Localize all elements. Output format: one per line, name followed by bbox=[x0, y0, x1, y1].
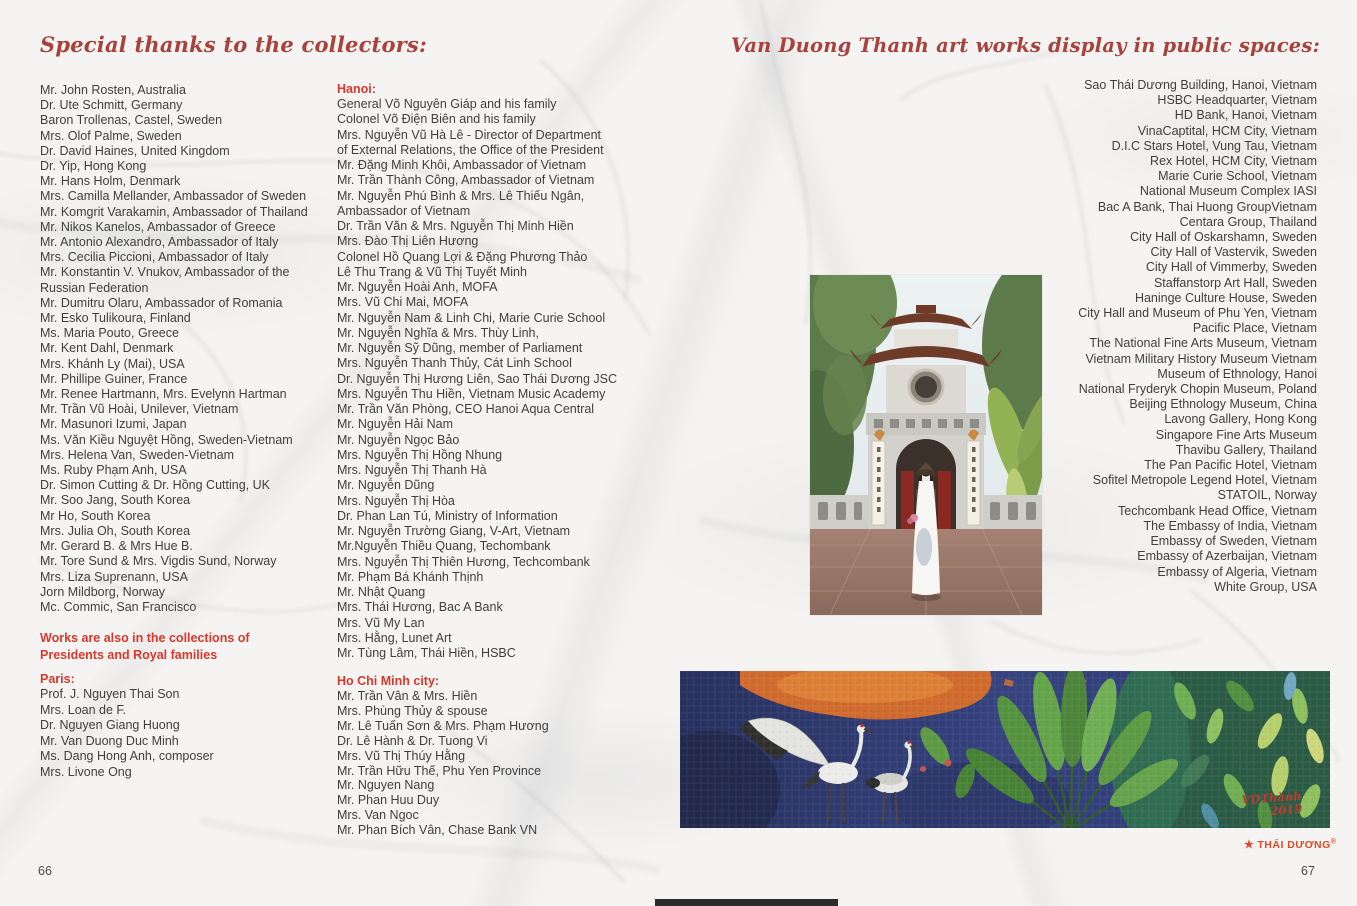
list-item: Mr. Phạm Bá Khánh Thịnh bbox=[337, 569, 484, 584]
list-item: Mr. John Rosten, Australia bbox=[40, 83, 186, 97]
list-item: White Group, USA bbox=[1214, 579, 1317, 594]
list-item: Mrs. Cecilia Piccioni, Ambassador of Italy bbox=[40, 250, 269, 265]
list-item: Mr. Esko Tulikoura, Finland bbox=[40, 311, 191, 326]
list-item: Mrs. Nguyễn Thu Hiền, Vietnam Music Academy bbox=[337, 386, 606, 401]
list-item: Mr. Nhật Quang bbox=[337, 585, 426, 599]
list-item: Bac A Bank, Thai Huong GroupVietnam bbox=[1097, 199, 1317, 214]
list-item: Embassy of Azerbaijan, Vietnam bbox=[1137, 549, 1317, 564]
list-item: Prof. J. Nguyen Thai Son bbox=[40, 687, 180, 701]
list-item: Techcombank Head Office, Vietnam bbox=[1118, 503, 1317, 518]
public-spaces-title: Van Duong Thanh art works display in public spaces: bbox=[730, 34, 1320, 57]
list-item: Thavibu Gallery, Thailand bbox=[1175, 442, 1317, 457]
list-item: Dr. Lê Hành & Dr. Tuong Vi bbox=[337, 733, 488, 748]
bottom-bar bbox=[655, 899, 838, 906]
list-item: Mr. Dumitru Olaru, Ambassador of Romania bbox=[40, 295, 283, 310]
collectors-column bbox=[40, 83, 340, 615]
list-item: STATOIL, Norway bbox=[1217, 488, 1317, 503]
list-item: Mr. Nguyễn Dũng bbox=[337, 478, 435, 493]
list-item: Mrs. Julia Oh, South Korea bbox=[40, 523, 191, 538]
list-item: Dr. Nguyen Giang Huong bbox=[40, 718, 180, 732]
list-item: Mr. Van Duong Duc Minh bbox=[40, 733, 179, 748]
list-item: Dr. Trần Văn & Mrs. Nguyễn Thị Minh Hiền bbox=[337, 219, 574, 233]
list-item: Colonel Hồ Quang Lợi & Đặng Phương Thảo bbox=[337, 249, 588, 264]
list-item: Dr. Phan Lan Tú, Ministry of Information bbox=[337, 508, 558, 523]
list-item: Vietnam Military History Museum Vietnam bbox=[1085, 351, 1317, 366]
list-item: Mrs. Nguyễn Vũ Hà Lê - Director of Department bbox=[337, 127, 601, 142]
list-item: Singapore Fine Arts Museum bbox=[1155, 427, 1317, 442]
list-item: Sofitel Metropole Legend Hotel, Vietnam bbox=[1092, 473, 1317, 488]
list-item: The Pan Pacific Hotel, Vietnam bbox=[1144, 458, 1317, 473]
list-item: Centara Group, Thailand bbox=[1179, 214, 1317, 229]
list-item: Mr. Phan Huu Duy bbox=[337, 793, 440, 808]
artist-signature: VDThành 2019 bbox=[1241, 788, 1303, 818]
list-item: Embassy of Sweden, Vietnam bbox=[1150, 534, 1317, 549]
list-item: Mr. Kent Dahl, Denmark bbox=[40, 341, 174, 356]
collectors-title: Special thanks to the collectors: bbox=[40, 32, 427, 57]
list-item: Mrs. Phùng Thủy & spouse bbox=[337, 703, 488, 718]
list-item: General Võ Nguyên Giáp and his family bbox=[337, 97, 557, 111]
list-item: Marie Curie School, Vietnam bbox=[1158, 169, 1317, 184]
list-item: National Fryderyk Chopin Museum, Poland bbox=[1078, 382, 1317, 397]
list-item: Mr. Phan Bích Vân, Chase Bank VN bbox=[337, 823, 538, 838]
list-item: Mr. Nguyễn Sỹ Dũng, member of Parliament bbox=[337, 341, 583, 355]
list-item: Mr. Trần Thành Công, Ambassador of Vietnam bbox=[337, 173, 595, 188]
list-item: Mr.Nguyễn Thiều Quang, Techombank bbox=[337, 539, 551, 554]
list-item: Mr. Nguyễn Ngọc Bảo bbox=[337, 432, 460, 447]
list-item: Mr. Trần Văn Phòng, CEO Hanoi Aqua Central bbox=[337, 402, 595, 416]
list-item: Mrs. Nguyễn Thị Hòa bbox=[337, 493, 455, 508]
royal-collections-note bbox=[40, 630, 330, 663]
mosaic-cranes-artwork bbox=[680, 671, 1330, 828]
brand-text: THÁI DƯƠNG bbox=[1257, 839, 1331, 851]
list-item: Ms. Dang Hong Anh, composer bbox=[40, 749, 214, 763]
list-item: Lê Thu Trang & Vũ Thị Tuyết Minh bbox=[337, 264, 527, 279]
list-item: Mrs. Nguyễn Thị Thiên Hương, Techcombank bbox=[337, 554, 590, 569]
list-item: The National Fine Arts Museum, Vietnam bbox=[1089, 336, 1317, 351]
list-item: Mrs. Helena Van, Sweden-Vietnam bbox=[40, 447, 235, 462]
list-item: Mr. Nguyễn Nam & Linh Chi, Marie Curie School bbox=[337, 310, 606, 325]
list-item: Dr. Simon Cutting & Dr. Hồng Cutting, UK bbox=[40, 478, 270, 493]
list-item: of External Relations, the Office of the President bbox=[337, 142, 604, 157]
list-item: The Embassy of India, Vietnam bbox=[1143, 518, 1317, 533]
list-item: Mr. Konstantin V. Vnukov, Ambassador of the bbox=[40, 265, 290, 280]
list-item: Mrs. Olof Palme, Sweden bbox=[40, 128, 182, 143]
hanoi-column bbox=[337, 97, 627, 661]
list-item: Mrs. Vũ My Lan bbox=[337, 615, 425, 630]
list-item: Mr. Trần Vũ Hoài, Unilever, Vietnam bbox=[40, 402, 239, 417]
page-number-right: 67 bbox=[1301, 864, 1315, 878]
list-item: Museum of Ethnology, Hanoi bbox=[1157, 366, 1317, 381]
page-number-left: 66 bbox=[38, 864, 52, 878]
list-item: Mr. Komgrit Varakamin, Ambassador of Thailand bbox=[40, 204, 308, 219]
list-item: Mr. Nguyễn Hoài Anh, MOFA bbox=[337, 280, 498, 294]
list-item: City Hall of Oskarshamn, Sweden bbox=[1130, 230, 1317, 245]
list-item: Mr. Tore Sund & Mrs. Vigdis Sund, Norway bbox=[40, 554, 277, 569]
list-item: HD Bank, Hanoi, Vietnam bbox=[1174, 108, 1317, 123]
list-item: Mrs. Livone Ong bbox=[40, 764, 132, 779]
list-item: Mrs. Nguyễn Thị Hồng Nhung bbox=[337, 447, 503, 462]
list-item: Mr. Nguyễn Hải Nam bbox=[337, 417, 454, 432]
list-item: Mrs. Camilla Mellander, Ambassador of Sweden bbox=[40, 189, 307, 204]
list-item: Mrs. Khánh Ly (Mai), USA bbox=[40, 356, 185, 371]
temple-gate-photo bbox=[810, 275, 1042, 615]
list-item: Mr. Nikos Kanelos, Ambassador of Greece bbox=[40, 219, 276, 234]
list-item: Embassy of Algeria, Vietnam bbox=[1157, 564, 1317, 579]
list-item: Mr. Antonio Alexandro, Ambassador of Italy bbox=[40, 235, 279, 250]
list-item: Dr. Yip, Hong Kong bbox=[40, 159, 147, 174]
list-item: Mr. Gerard B. & Mrs Hue B. bbox=[40, 539, 193, 554]
hanoi-heading: Hanoi: bbox=[337, 82, 376, 96]
list-item: Mr. Nguyen Nang bbox=[337, 778, 435, 793]
list-item: Mr. Tùng Lâm, Thái Hiền, HSBC bbox=[337, 646, 516, 660]
list-item: Mrs. Van Ngoc bbox=[337, 808, 419, 823]
thai-duong-logo bbox=[1244, 838, 1336, 851]
list-item: Ms. Maria Pouto, Greece bbox=[40, 326, 179, 341]
list-item: Dr. Nguyễn Thị Hương Liên, Sao Thái Dương JSC bbox=[337, 371, 618, 386]
list-item: Mrs. Loan de F. bbox=[40, 702, 127, 717]
list-item: Staffanstorp Art Hall, Sweden bbox=[1153, 275, 1317, 290]
list-item: Russian Federation bbox=[40, 280, 149, 295]
list-item: Mr. Đặng Minh Khôi, Ambassador of Vietnam bbox=[337, 158, 587, 172]
list-item: Dr. Ute Schmitt, Germany bbox=[40, 98, 183, 113]
list-item: Ambassador of Vietnam bbox=[337, 203, 471, 218]
list-item: City Hall of Vastervik, Sweden bbox=[1150, 245, 1317, 260]
list-item: City Hall and Museum of Phu Yen, Vietnam bbox=[1078, 306, 1317, 321]
paris-list bbox=[40, 687, 214, 780]
list-item: Mr. Phillipe Guiner, France bbox=[40, 371, 188, 386]
list-item: Dr. David Haines, United Kingdom bbox=[40, 143, 230, 158]
list-item: Mr. Lê Tuấn Sơn & Mrs. Phạm Hương bbox=[337, 718, 549, 733]
list-item: Beijing Ethnology Museum, China bbox=[1129, 397, 1317, 412]
hanoi-list bbox=[337, 97, 627, 661]
hcm-list bbox=[337, 689, 549, 838]
list-item: Mr. Hans Holm, Denmark bbox=[40, 174, 181, 189]
list-item: HSBC Headquarter, Vietnam bbox=[1157, 93, 1317, 108]
list-item: City Hall of Vimmerby, Sweden bbox=[1145, 260, 1317, 275]
registered-mark: ® bbox=[1330, 838, 1337, 846]
list-item: Mr. Nguyễn Trường Giang, V-Art, Vietnam bbox=[337, 524, 571, 538]
list-item: Mrs. Nguyễn Thanh Thủy, Cát Linh School bbox=[337, 356, 572, 371]
list-item: Sao Thái Dương Building, Hanoi, Vietnam bbox=[1084, 78, 1317, 92]
list-item: Ms. Ruby Phạm Anh, USA bbox=[40, 463, 187, 478]
list-item: VinaCaptital, HCM City, Vietnam bbox=[1137, 123, 1317, 138]
list-item: Jorn Mildborg, Norway bbox=[40, 584, 166, 599]
list-item: Mrs. Vũ Chi Mai, MOFA bbox=[337, 295, 469, 310]
list-item: Mr. Nguyễn Phú Bình & Mrs. Lê Thiếu Ngân, bbox=[337, 188, 585, 203]
collectors-list bbox=[40, 83, 340, 615]
list-item: Haninge Culture House, Sweden bbox=[1134, 290, 1317, 305]
list-item: Mr. Masunori Izumi, Japan bbox=[40, 417, 187, 432]
list-item: Mr. Trần Vân & Mrs. Hiền bbox=[337, 689, 478, 703]
list-item: Mrs. Vũ Thị Thúy Hằng bbox=[337, 748, 466, 763]
list-item: Mrs. Thái Hương, Bac A Bank bbox=[337, 600, 503, 615]
list-item: D.I.C Stars Hotel, Vung Tau, Vietnam bbox=[1111, 138, 1317, 153]
list-item: Colonel Võ Điện Biên and his family bbox=[337, 112, 536, 127]
list-item: Baron Trollenas, Castel, Sweden bbox=[40, 113, 223, 128]
list-item: Mrs. Đào Thị Liên Hương bbox=[337, 234, 479, 249]
royal-note-line1: Works are also in the collections of bbox=[40, 631, 250, 645]
list-item: Mrs. Hằng, Lunet Art bbox=[337, 630, 452, 645]
list-item: Mr. Soo Jang, South Korea bbox=[40, 493, 191, 508]
star-icon: ★ bbox=[1244, 839, 1255, 851]
list-item: Mr. Trần Hữu Thế, Phu Yen Province bbox=[337, 763, 542, 778]
list-item: Mrs. Nguyễn Thị Thanh Hà bbox=[337, 463, 487, 477]
list-item: Mr. Nguyễn Nghĩa & Mrs. Thùy Linh, bbox=[337, 325, 539, 340]
paris-heading: Paris: bbox=[40, 672, 75, 686]
royal-note-line2: Presidents and Royal families bbox=[40, 647, 218, 662]
list-item: Mr. Renee Hartmann, Mrs. Evelynn Hartman bbox=[40, 387, 287, 402]
list-item: Pacific Place, Vietnam bbox=[1192, 321, 1317, 336]
list-item: Lavong Gallery, Hong Kong bbox=[1164, 412, 1317, 427]
list-item: Mc. Commic, San Francisco bbox=[40, 599, 197, 614]
list-item: National Museum Complex IASI bbox=[1139, 184, 1317, 199]
list-item: Ms. Văn Kiều Nguyệt Hồng, Sweden-Vietnam bbox=[40, 432, 293, 447]
hcm-heading: Ho Chi Minh city: bbox=[337, 674, 440, 688]
list-item: Rex Hotel, HCM City, Vietnam bbox=[1150, 154, 1317, 169]
list-item: Mr Ho, South Korea bbox=[40, 508, 151, 523]
list-item: Mrs. Liza Suprenann, USA bbox=[40, 569, 188, 584]
